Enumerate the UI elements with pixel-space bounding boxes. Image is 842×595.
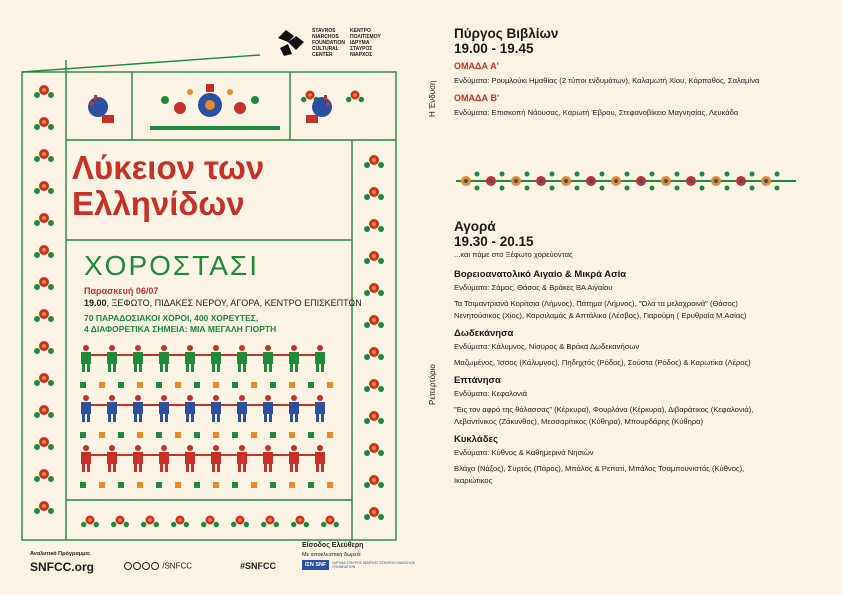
dancer-figure-icon (289, 395, 315, 422)
dancer-figure-icon (263, 445, 289, 472)
dancer-figure-icon (263, 395, 289, 422)
free-entry: Είσοδος Ελεύθερη (302, 542, 364, 549)
group-b-title: ΟΜΑΔΑ Β' (454, 93, 500, 103)
dancer-figure-icon (159, 395, 185, 422)
region-dances: "Εις τον αφρό της θάλασσας" (Κέρκυρα), Φουρλάνα (Κέρκυρα), Διβαράτικος (Κεφαλονιά), (454, 405, 754, 414)
dancer-figure-icon (81, 445, 107, 472)
section-title: Πύργος Βιβλίων (454, 26, 559, 41)
section-time: 19.00 - 19.45 (454, 41, 534, 56)
region-name: Βορειοανατολικό Αιγαίο & Μικρά Ασία (454, 269, 627, 280)
social-handle: /SNFCC (162, 561, 193, 571)
region-block (454, 269, 834, 322)
region-dances: Μαζωμένος, Ίσσος (Κάλυμνος), Πηδηχτός (Ρόδος), Σούστα (Ρόδος) & Καρωτίκα (Λέρος) (454, 358, 751, 367)
dancer-figure-icon (211, 345, 237, 372)
snf-text: ΙΔΡΥΜΑ ΣΤΑΥΡΟΣ ΝΙΑΡΧΟΣ STAVROS NIARCHOS FOUNDATION (332, 561, 416, 569)
dancer-figure-icon (315, 345, 325, 372)
event-tagline-1: 70 ΠΑΡΑΔΟΣΙΑΚΟΙ ΧΟΡΟΙ, 400 ΧΟΡΕΥΤΕΣ, (84, 313, 259, 323)
region-costumes: Ενδύματα: Σάμος, Θάσος & Βράκες ΒΑ Αιγαίου (454, 283, 613, 292)
region-dances: Βλάχα (Νάξος), Συρτός (Πάρος), Μπάλος & Ρεπατί, Μπάλος Τσαμπουνιστός (Κύθνος), (454, 464, 745, 473)
dancer-figure-icon (107, 395, 133, 422)
region-name: Κυκλάδες (454, 434, 498, 445)
event-tagline-2: 4 ΔΙΑΦΟΡΕΤΙΚΑ ΣΗΜΕΙΑ: ΜΙΑ ΜΕΓΑΛΗ ΓΙΟΡΤΗ (84, 324, 277, 334)
hashtag: #SNFCC (240, 561, 277, 571)
program-label: Αναλυτικό Πρόγραμμα: (30, 551, 91, 557)
group-a-title: ΟΜΑΔΑ Α' (454, 61, 499, 71)
group-a-costumes: Ενδύματα: Ρουμλούκι Ημαθίας (2 τύποι ενδυμάτων), Καλαμωτή Χίου, Κάρπαθος, Σαλαμίνα (454, 76, 760, 85)
donation-label: Με αποκλειστική δωρεά: (302, 552, 362, 558)
youtube-icon[interactable] (142, 562, 150, 570)
cross-stitch-row-icon (80, 382, 333, 388)
dancer-figure-icon (159, 445, 185, 472)
bird-motif-left-icon (88, 95, 114, 123)
dancer-figure-icon (133, 345, 159, 372)
logo-text-gr: ΚΕΝΤΡΟ ΠΟΛΙΤΙΣΜΟΥ ΙΔΡΥΜΑ ΣΤΑΥΡΟΣ ΝΙΑΡΧΟΣ (350, 28, 381, 58)
logo-text-en: STAVROS NIARCHOS FOUNDATION CULTURAL CENTER (312, 28, 345, 58)
region-costumes: Ενδύματα: Κάλυμνος, Νίσυρος & Βράκα Δωδεκανήσων (454, 342, 640, 351)
poster-title: Λύκειον των Ελληνίδων (72, 149, 265, 222)
dancer-figure-icon (107, 445, 133, 472)
dancer-figure-icon (107, 345, 133, 372)
dancer-figure-icon (81, 395, 107, 422)
cross-stitch-row-icon (80, 432, 333, 438)
dancer-figure-icon (185, 345, 211, 372)
section-subtitle: ...και πάμε στο Ξέφωτο χορεύοντας (454, 250, 573, 259)
region-dances: Τα Τσιμαντριανά Κορίτσια (Λήμνος), Πάτημα (Λήμνος), "Όλα τα μελαχροινά" (Θάσος) (454, 299, 738, 308)
decorative-border-divider (456, 166, 796, 196)
dancer-figure-icon (81, 345, 107, 372)
event-date: Παρασκευή 06/07 (84, 286, 159, 296)
section-time: 19.30 - 20.15 (454, 234, 534, 249)
region-block (454, 375, 834, 428)
twitter-icon[interactable] (151, 562, 159, 570)
dancer-figure-icon (315, 445, 325, 472)
dancer-figure-icon (211, 395, 237, 422)
dancer-figure-icon (159, 345, 185, 372)
dancer-figure-icon (237, 345, 263, 372)
snf-badge: ΙΣΝ SNF (302, 560, 329, 570)
dancer-figure-icon (185, 445, 211, 472)
section-tower-of-books (454, 26, 834, 119)
region-dances: Λεβαντίνικος (Ζάκυνθος), Μεσσαρίτικος (Κύθηρα), Μπουρδάρης (Κύθηρα) (454, 417, 704, 426)
dancer-figure-icon (237, 395, 263, 422)
facebook-icon[interactable] (124, 562, 132, 570)
region-dances: Ικαριώτικος (454, 476, 493, 485)
cross-stitch-row-icon (80, 482, 333, 488)
vertical-label-costume: Η Ένδυση (428, 80, 437, 117)
event-name: ΧΟΡΟΣΤΑΣΙ (84, 250, 260, 281)
social-links[interactable] (124, 561, 192, 570)
dancer-figure-icon (315, 395, 325, 422)
dancer-figure-icon (237, 445, 263, 472)
website-link[interactable]: SNFCC.org (30, 560, 94, 574)
dancer-figure-icon (263, 345, 289, 372)
dancer-figure-icon (133, 395, 159, 422)
group-b-costumes: Ενδύματα: Επισκοπή Νάουσας, Καρωτή Έβρου, Στεφανοβίκειο Μαγνησίας, Λευκάδα (454, 108, 739, 117)
region-dances: Νενητούσικος (Χίος), Καρσιλαμάς & Απτάλικο (Λέσβος), Γιαρούμη ( Ερυθραία Μ.Ασίας) (454, 311, 747, 320)
region-name: Δωδεκάνησα (454, 328, 514, 339)
region-block (454, 328, 834, 369)
region-block (454, 434, 834, 487)
region-costumes: Ενδύματα: Κύθνος & Καθημερινά Νησιών (454, 448, 594, 457)
section-agora (454, 219, 834, 487)
instagram-icon[interactable] (133, 562, 141, 570)
vase-motif-icon (150, 84, 280, 130)
section-title: Αγορά (454, 219, 496, 234)
dancer-figure-icon (289, 445, 315, 472)
region-costumes: Ενδύματα: Κεφαλονιά (454, 389, 528, 398)
dancer-figure-icon (185, 395, 211, 422)
dancer-figure-icon (211, 445, 237, 472)
event-place: 19.00, ΞΕΦΩΤΟ, ΠΙΔΑΚΕΣ ΝΕΡΟΥ, ΑΓΟΡΑ, ΚΕΝΤΡΟ ΕΠΙΣΚΕΠΤΩΝ (84, 298, 362, 308)
dancer-figure-icon (133, 445, 159, 472)
region-name: Επτάνησα (454, 375, 501, 386)
vertical-label-repertoire: Ρεπερτόριο (428, 364, 437, 405)
snf-logo (302, 560, 422, 570)
dancer-figure-icon (289, 345, 315, 372)
